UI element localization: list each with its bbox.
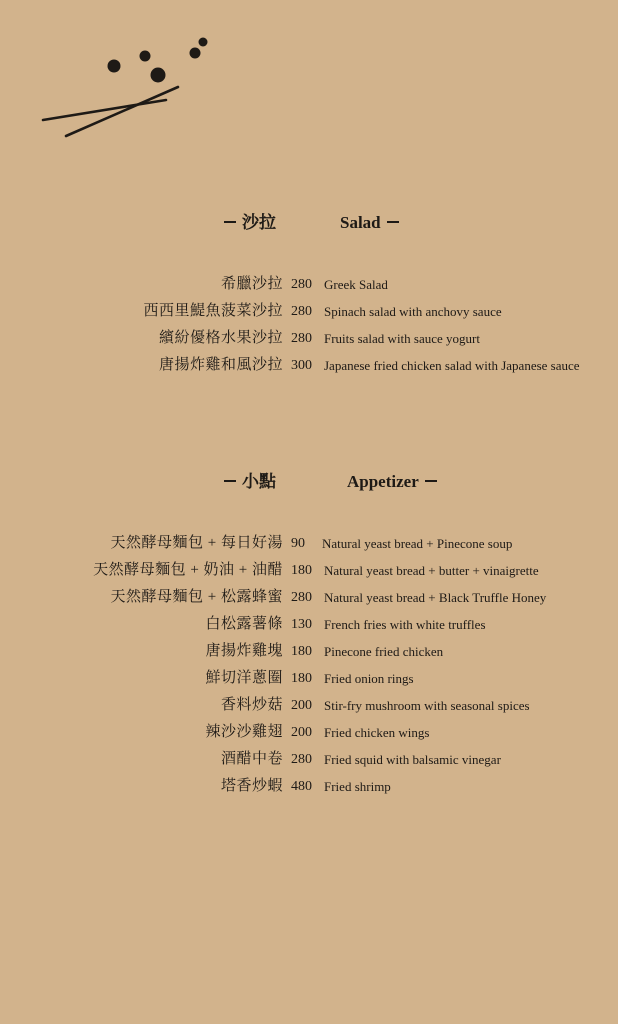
item-price: 130 bbox=[291, 617, 312, 632]
item-name-zh: 西西里鯷魚菠菜沙拉 bbox=[143, 303, 283, 319]
item-name-en: Pinecone fried chicken bbox=[324, 644, 444, 659]
item-name-en: Fried chicken wings bbox=[324, 725, 430, 740]
menu-item bbox=[0, 773, 618, 800]
menu-item bbox=[0, 611, 618, 638]
salad-heading bbox=[0, 212, 618, 242]
bean-1 bbox=[108, 60, 121, 73]
item-name-zh: 唐揚炸雞和風沙拉 bbox=[158, 357, 283, 373]
menu-item bbox=[0, 665, 618, 692]
item-name-zh: 希臘沙拉 bbox=[220, 276, 283, 292]
dash-icon bbox=[425, 480, 437, 482]
item-price: 280 bbox=[291, 277, 312, 292]
menu-item bbox=[0, 557, 618, 584]
item-name-en: Natural yeast bread + Black Truffle Honey bbox=[324, 590, 547, 605]
bean-3 bbox=[151, 68, 166, 83]
item-price: 180 bbox=[291, 644, 312, 659]
item-name-en: Natural yeast bread + Pinecone soup bbox=[322, 536, 513, 551]
item-name-zh: 酒醋中卷 bbox=[220, 751, 283, 767]
item-name-en: Fried squid with balsamic vinegar bbox=[324, 752, 501, 767]
menu-item bbox=[0, 638, 618, 665]
item-price: 180 bbox=[291, 563, 312, 578]
menu-item bbox=[0, 271, 618, 298]
bean-5 bbox=[199, 38, 208, 47]
item-price: 480 bbox=[291, 779, 312, 794]
item-name-zh: 天然酵母麵包 + 松露蜂蜜 bbox=[110, 589, 283, 605]
item-name-en: Spinach salad with anchovy sauce bbox=[324, 304, 502, 319]
item-name-en: Fruits salad with sauce yogurt bbox=[324, 331, 480, 346]
item-name-zh: 塔香炒蝦 bbox=[220, 778, 283, 794]
item-price: 300 bbox=[291, 358, 312, 373]
dash-icon bbox=[387, 221, 399, 223]
menu-item bbox=[0, 530, 618, 557]
item-name-en: French fries with white truffles bbox=[324, 617, 486, 632]
bean-4 bbox=[190, 48, 201, 59]
item-name-zh: 天然酵母麵包 + 每日好湯 bbox=[110, 535, 283, 551]
item-name-en: Greek Salad bbox=[324, 277, 388, 292]
salad-list bbox=[0, 271, 618, 379]
appetizer-heading-zh bbox=[218, 471, 276, 493]
appetizer-heading bbox=[0, 471, 618, 501]
item-price: 180 bbox=[291, 671, 312, 686]
item-name-zh: 繽紛優格水果沙拉 bbox=[158, 330, 283, 346]
item-price: 280 bbox=[291, 304, 312, 319]
item-price: 200 bbox=[291, 698, 312, 713]
item-price: 280 bbox=[291, 331, 312, 346]
item-name-zh: 天然酵母麵包 + 奶油 + 油醋 bbox=[93, 562, 283, 578]
appetizer-list bbox=[0, 530, 618, 800]
item-name-zh: 辣沙沙雞翅 bbox=[205, 724, 283, 740]
menu-item bbox=[0, 692, 618, 719]
appetizer-title-zh: 小點 bbox=[242, 472, 276, 491]
menu-item bbox=[0, 298, 618, 325]
menu-item bbox=[0, 584, 618, 611]
item-price: 280 bbox=[291, 752, 312, 767]
item-name-zh: 香料炒菇 bbox=[220, 697, 283, 713]
menu-item bbox=[0, 325, 618, 352]
salad-title-en: Salad bbox=[340, 213, 381, 232]
item-name-en: Natural yeast bread + butter + vinaigrette bbox=[324, 563, 539, 578]
dash-icon bbox=[224, 480, 236, 482]
item-name-en: Stir-fry mushroom with seasonal spices bbox=[324, 698, 530, 713]
item-price: 200 bbox=[291, 725, 312, 740]
item-name-en: Fried shrimp bbox=[324, 779, 391, 794]
menu-item bbox=[0, 746, 618, 773]
appetizer-title-en: Appetizer bbox=[347, 472, 419, 491]
chopstick-1 bbox=[43, 100, 166, 120]
salad-title-zh: 沙拉 bbox=[242, 213, 276, 232]
item-name-zh: 白松露薯條 bbox=[205, 616, 283, 632]
appetizer-heading-en bbox=[347, 471, 443, 493]
menu-item bbox=[0, 719, 618, 746]
item-price: 280 bbox=[291, 590, 312, 605]
item-name-zh: 鮮切洋蔥圈 bbox=[205, 670, 283, 686]
bean-2 bbox=[140, 51, 151, 62]
item-price: 90 bbox=[291, 536, 305, 551]
chopsticks-with-beans-icon bbox=[38, 32, 218, 142]
item-name-zh: 唐揚炸雞塊 bbox=[205, 643, 283, 659]
item-name-en: Fried onion rings bbox=[324, 671, 414, 686]
dash-icon bbox=[224, 221, 236, 223]
chopstick-2 bbox=[66, 87, 178, 136]
item-name-en: Japanese fried chicken salad with Japanese sauce bbox=[324, 358, 580, 373]
menu-item bbox=[0, 352, 618, 379]
salad-heading-en bbox=[340, 212, 405, 234]
salad-heading-zh bbox=[218, 212, 276, 234]
